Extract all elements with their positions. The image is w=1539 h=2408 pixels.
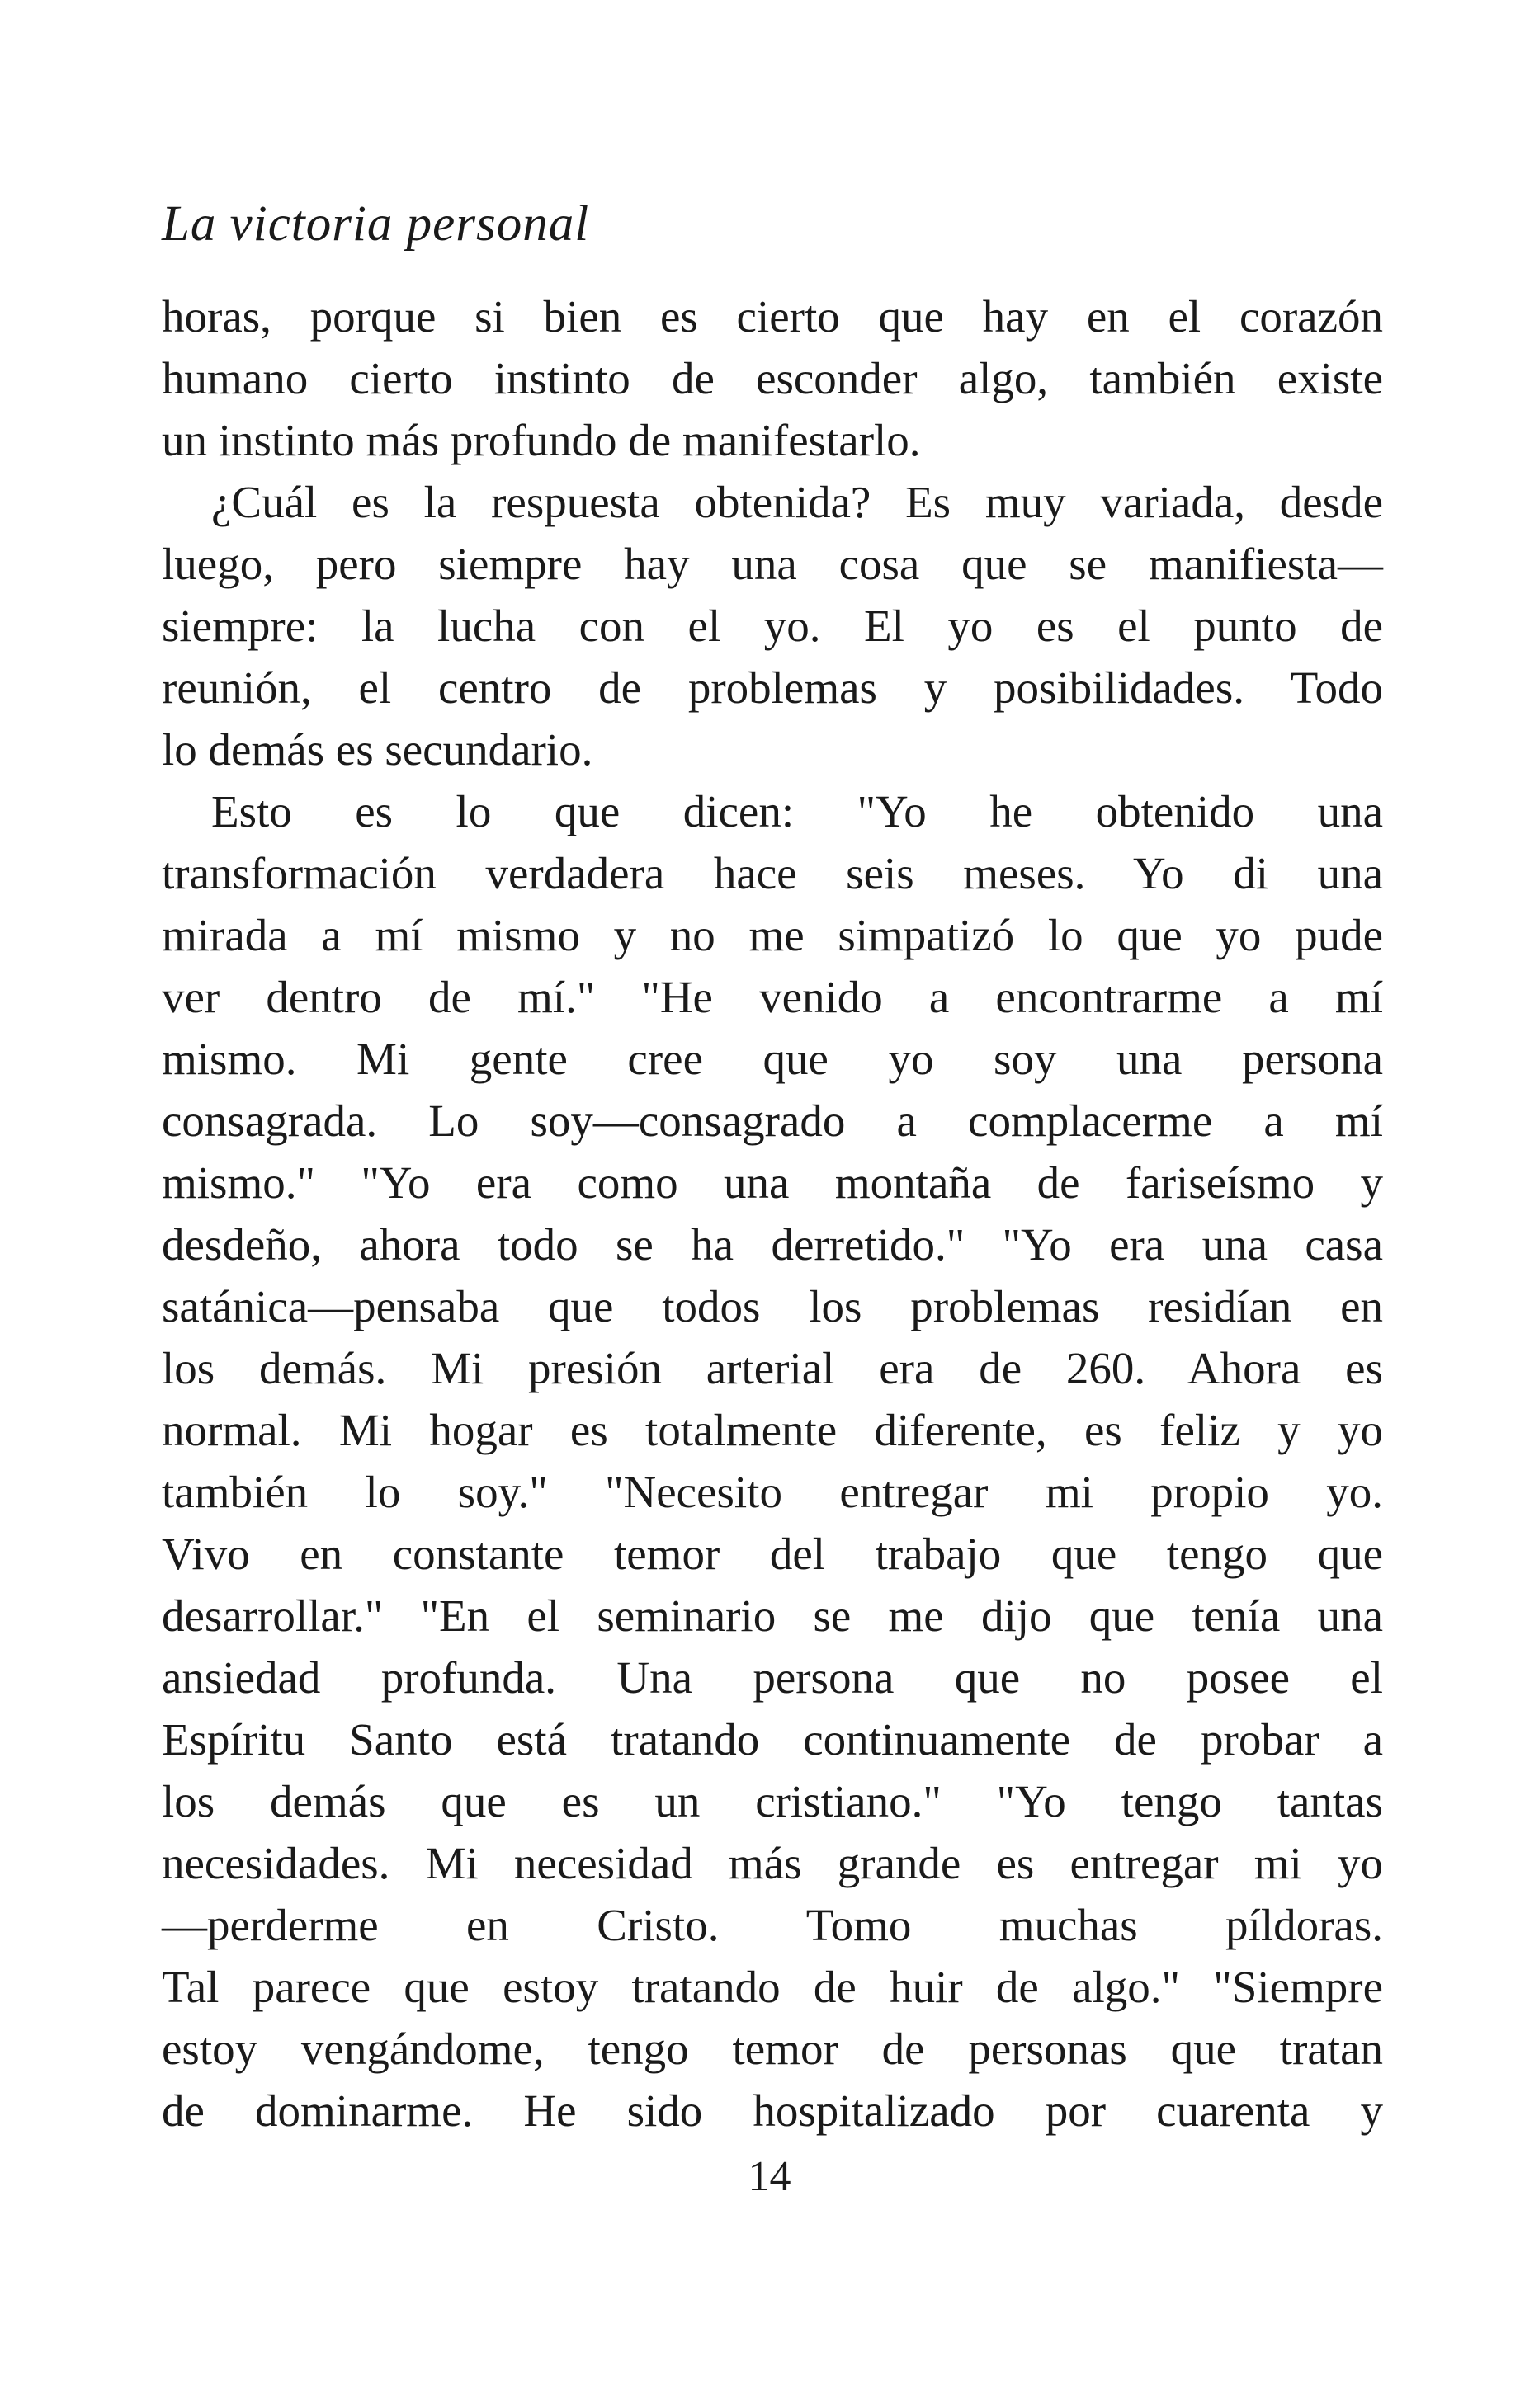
text-line: siempre: la lucha con el yo. El yo es el punto de — [162, 601, 1383, 651]
text-line: un instinto más profundo de manifestarlo. — [162, 415, 921, 465]
text-line: ¿Cuál es la respuesta obtenida? Es muy variada, desde — [211, 477, 1383, 527]
text-line: normal. Mi hogar es totalmente diferente, es feliz y yo — [162, 1405, 1383, 1455]
text-line: mismo." "Yo era como una montaña de fariseísmo y — [162, 1157, 1383, 1208]
text-line: ver dentro de mí." "He venido a encontrarme a mí — [162, 972, 1383, 1022]
text-line: los demás. Mi presión arterial era de 260. Ahora es — [162, 1343, 1383, 1393]
text-line: de dominarme. He sido hospitalizado por cuarenta y — [162, 2085, 1383, 2136]
text-line: luego, pero siempre hay una cosa que se manifiesta— — [162, 539, 1383, 589]
body-text — [162, 285, 1383, 2142]
page-number: 14 — [748, 2153, 791, 2200]
text-line: satánica—pensaba que todos los problemas residían en — [162, 1281, 1383, 1331]
text-line: humano cierto instinto de esconder algo, también existe — [162, 353, 1383, 403]
text-line: necesidades. Mi necesidad más grande es entregar mi yo — [162, 1838, 1383, 1888]
text-line: Vivo en constante temor del trabajo que tengo que — [162, 1529, 1383, 1579]
text-line: ansiedad profunda. Una persona que no posee el — [162, 1652, 1383, 1703]
text-line: Esto es lo que dicen: "Yo he obtenido una — [211, 786, 1383, 836]
text-line: mirada a mí mismo y no me simpatizó lo que yo pude — [162, 910, 1383, 960]
text-line: consagrada. Lo soy—consagrado a complacerme a mí — [162, 1096, 1383, 1146]
text-line: reunión, el centro de problemas y posibilidades. Todo — [162, 662, 1383, 713]
text-line: estoy vengándome, tengo temor de personas que tratan — [162, 2024, 1383, 2074]
text-line: transformación verdadera hace seis meses. Yo di una — [162, 848, 1383, 898]
text-line: mismo. Mi gente cree que yo soy una persona — [162, 1034, 1383, 1084]
text-line: Espíritu Santo está tratando continuamente de probar a — [162, 1714, 1383, 1765]
text-line: desdeño, ahora todo se ha derretido." "Yo era una casa — [162, 1219, 1383, 1270]
text-line: desarrollar." "En el seminario se me dijo que tenía una — [162, 1590, 1383, 1641]
text-line: horas, porque si bien es cierto que hay en el corazón — [162, 291, 1383, 342]
text-line: lo demás es secundario. — [162, 724, 593, 775]
text-line: también lo soy." "Necesito entregar mi propio yo. — [162, 1467, 1383, 1517]
text-line: los demás que es un cristiano." "Yo tengo tantas — [162, 1776, 1383, 1826]
text-line: Tal parece que estoy tratando de huir de algo." "Siempre — [162, 1962, 1383, 2012]
running-title: La victoria personal — [162, 196, 590, 252]
text-line: —perderme en Cristo. Tomo muchas píldoras. — [162, 1900, 1383, 1950]
